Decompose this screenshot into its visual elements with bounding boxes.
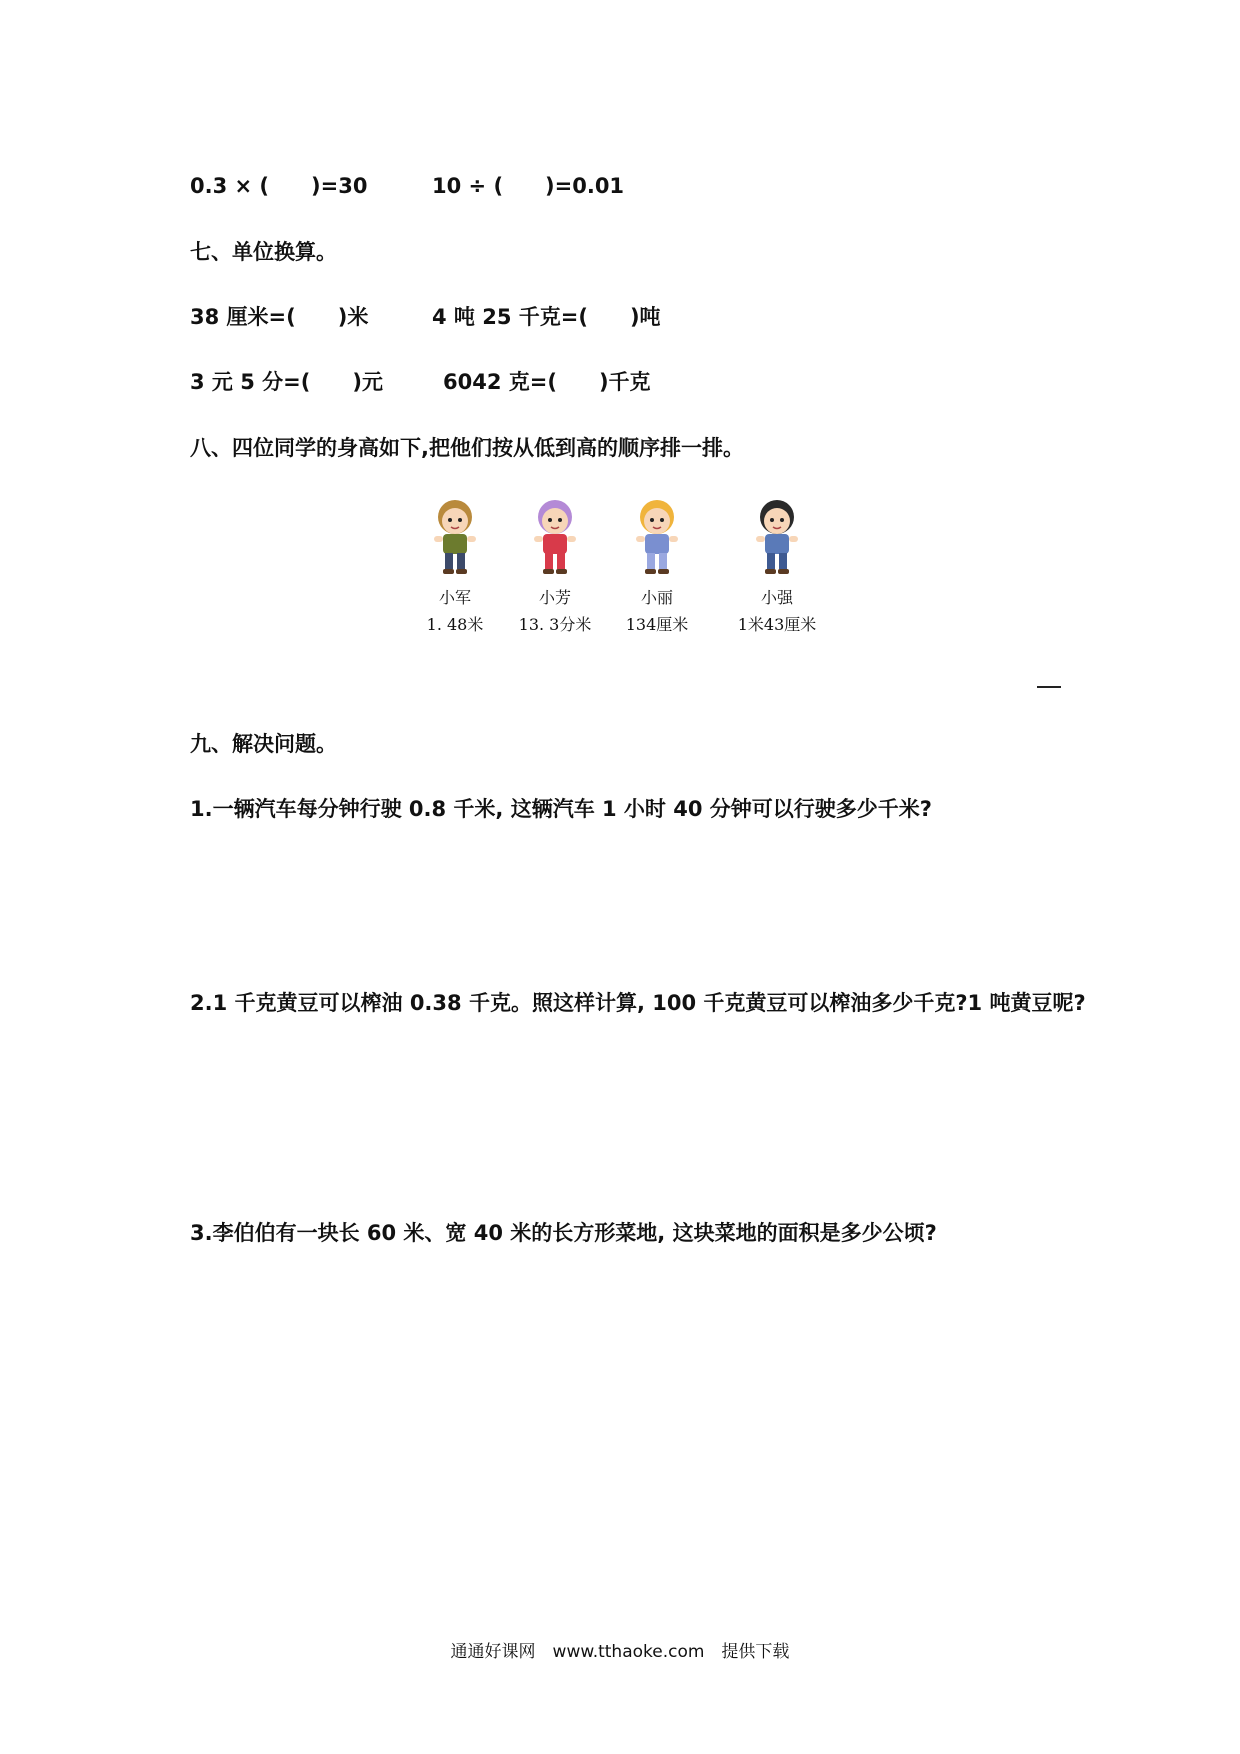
section9-heading: 九、解决问题。 bbox=[190, 732, 337, 756]
footer-download-note: 通通好课网 www.tthaoke.com 提供下载 bbox=[450, 1642, 790, 1662]
child-cartoon-icon bbox=[745, 495, 809, 577]
student-height: 134厘米 bbox=[625, 615, 689, 634]
answer-dash bbox=[1037, 686, 1061, 688]
student-name: 小军 bbox=[438, 588, 471, 607]
student-figure bbox=[510, 495, 600, 635]
conversion-t-kg: 4 吨 25 千克=( )吨 bbox=[432, 305, 661, 329]
student-height: 1米43厘米 bbox=[737, 615, 817, 634]
child-cartoon-icon bbox=[625, 495, 689, 577]
child-cartoon-icon bbox=[423, 495, 487, 577]
student-name: 小芳 bbox=[538, 588, 571, 607]
question-3: 3.李伯伯有一块长 60 米、宽 40 米的长方形菜地, 这块菜地的面积是多少公顷? bbox=[190, 1221, 937, 1245]
conversion-yuan-fen: 3 元 5 分=( )元 bbox=[190, 370, 383, 394]
student-name: 小丽 bbox=[640, 588, 673, 607]
section8-heading: 八、四位同学的身高如下,把他们按从低到高的顺序排一排。 bbox=[190, 436, 744, 460]
student-figure bbox=[410, 495, 500, 635]
student-name: 小强 bbox=[760, 588, 793, 607]
expr-multiply: 0.3 × ( )=30 bbox=[190, 174, 368, 198]
expr-divide: 10 ÷ ( )=0.01 bbox=[432, 174, 625, 198]
student-figure bbox=[732, 495, 822, 635]
conversion-cm-m: 38 厘米=( )米 bbox=[190, 305, 369, 329]
student-height: 13. 3分米 bbox=[518, 615, 592, 634]
question-1: 1.一辆汽车每分钟行驶 0.8 千米, 这辆汽车 1 小时 40 分钟可以行驶多少千米? bbox=[190, 797, 932, 821]
question-2: 2.1 千克黄豆可以榨油 0.38 千克。照这样计算, 100 千克黄豆可以榨油多少千克?1 吨黄豆呢? bbox=[190, 991, 1086, 1015]
section7-heading: 七、单位换算。 bbox=[190, 240, 337, 264]
child-cartoon-icon bbox=[523, 495, 587, 577]
conversion-g-kg: 6042 克=( )千克 bbox=[443, 370, 651, 394]
student-figure bbox=[612, 495, 702, 635]
student-height: 1. 48米 bbox=[426, 615, 484, 634]
